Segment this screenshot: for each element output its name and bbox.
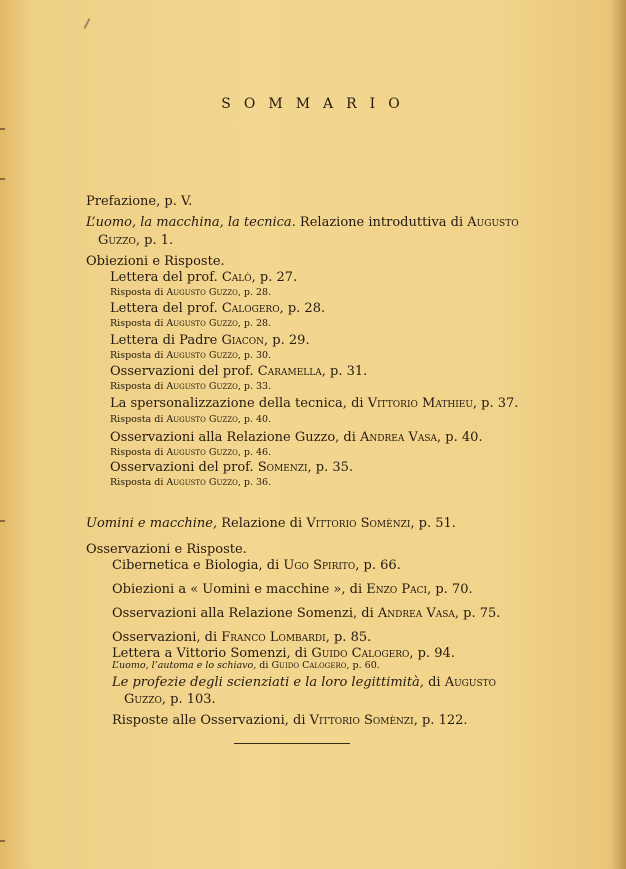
- entry-page: , p. 27.: [251, 270, 298, 285]
- entry-title: Le profezie degli scienziati e la loro legittimità,: [112, 675, 424, 690]
- toc-entry: [110, 460, 353, 475]
- toc-entry-intro-cont: [98, 233, 173, 248]
- toc-entry: [112, 630, 371, 645]
- entry-page: , p. 70.: [427, 582, 473, 597]
- entry-author: Augusto Guzzo: [166, 381, 238, 392]
- entry-page: , p. 66.: [355, 558, 401, 573]
- toc-entry-profezie: [112, 675, 496, 690]
- entry-text: Risposta di: [110, 318, 167, 329]
- binding-mark: [0, 840, 5, 842]
- entry-text: Risposte alle Osservazioni, di: [112, 713, 310, 728]
- entry-page: , p. 51.: [410, 516, 456, 531]
- toc-subentry-risposta: [110, 477, 271, 488]
- entry-text: Risposta di: [110, 350, 167, 361]
- entry-page: , p. 75.: [454, 606, 501, 621]
- toc-entry-risposte-finali: [112, 713, 468, 728]
- toc-entry: [110, 270, 297, 285]
- entry-page: , p. 33.: [237, 381, 272, 392]
- entry-author: Ugo Spirito: [283, 558, 356, 573]
- entry-text: Risposta di: [110, 287, 167, 298]
- entry-text: di: [423, 675, 445, 690]
- entry-text: Risposta di: [110, 447, 167, 458]
- entry-page: , p. 28.: [237, 318, 272, 329]
- entry-author: Andrea Vasa: [360, 430, 438, 445]
- entry-author: Somenzi: [257, 460, 308, 475]
- entry-text: Risposta di: [110, 414, 167, 425]
- entry-page: , p. 46.: [237, 447, 272, 458]
- toc-subentry-risposta: [110, 318, 271, 329]
- entry-page: , p. 29.: [264, 333, 310, 348]
- page-title: SOMMARIO: [221, 96, 413, 112]
- entry-text: Osservazioni del prof.: [110, 460, 258, 475]
- entry-page: , p. 28.: [237, 287, 272, 298]
- entry-page: , p. 1.: [135, 233, 174, 248]
- toc-entry: [112, 558, 401, 573]
- entry-page: , p. 103.: [161, 692, 216, 707]
- entry-text: Osservazioni alla Relazione Somenzi, di: [112, 606, 378, 621]
- entry-text: Lettera a Vittorio Somenzi, di: [112, 646, 312, 661]
- entry-text: , Relazione di: [213, 516, 307, 531]
- section-header-obiezioni: Obiezioni e Risposte.: [86, 254, 225, 269]
- toc-entry: [110, 430, 483, 445]
- entry-text: Obiezioni a « Uomini e macchine », di: [112, 582, 367, 597]
- binding-mark: [0, 178, 5, 180]
- entry-author: Giacon: [221, 333, 265, 348]
- entry-author: Augusto Guzzo: [166, 414, 238, 425]
- entry-page: , p. 94.: [409, 646, 455, 661]
- entry-text: Lettera del prof.: [110, 270, 222, 285]
- toc-entry: [110, 301, 325, 316]
- toc-subentry-risposta: [110, 287, 271, 298]
- entry-page: , p. 40.: [237, 414, 272, 425]
- entry-text: Osservazioni alla Relazione Guzzo, di: [110, 430, 361, 445]
- toc-subentry-risposta: [110, 414, 271, 425]
- toc-entry: [112, 646, 455, 661]
- section-header-osservazioni: Osservazioni e Risposte.: [86, 542, 247, 557]
- toc-entry-uomini: [86, 516, 456, 531]
- entry-author: Vittorio Mathieu: [367, 396, 473, 411]
- entry-page: , p. 37.: [472, 396, 519, 411]
- page-edge-shadow: [612, 0, 626, 869]
- entry-title: Uomini e macchine: [86, 516, 213, 531]
- entry-author: Caramella: [257, 364, 322, 379]
- toc-entry: [112, 606, 500, 621]
- entry-page: , p. 28.: [279, 301, 326, 316]
- entry-text: di: [256, 660, 272, 671]
- entry-text: Cibernetica e Biologia, di: [112, 558, 284, 573]
- toc-entry: [112, 582, 473, 597]
- entry-text: Osservazioni del prof.: [110, 364, 258, 379]
- entry-text: Relazione introduttiva di: [295, 215, 468, 230]
- toc-entry: [110, 396, 518, 411]
- entry-page: , p. 35.: [307, 460, 354, 475]
- entry-page: , p. 40.: [437, 430, 483, 445]
- toc-entry: [110, 364, 367, 379]
- entry-page: , p. 60.: [346, 660, 380, 671]
- entry-text: Osservazioni, di: [112, 630, 222, 645]
- entry-text: Risposta di: [110, 381, 167, 392]
- toc-subentry-risposta: [110, 447, 271, 458]
- toc-entry-profezie-cont: [124, 692, 216, 707]
- entry-author: Guido Calogero: [311, 646, 410, 661]
- entry-text: Risposta di: [110, 477, 167, 488]
- entry-page: , p. 85.: [325, 630, 372, 645]
- entry-title: L’uomo, l’automa e lo schiavo,: [112, 660, 257, 671]
- entry-text: Lettera del prof.: [110, 301, 222, 316]
- toc-subentry-uomo-automa: [112, 660, 380, 671]
- entry-page: , p. 36.: [237, 477, 272, 488]
- entry-author: Augusto Guzzo: [166, 318, 238, 329]
- entry-text: La spersonalizzazione della tecnica, di: [110, 396, 368, 411]
- entry-author: Vittorio Somènzi: [309, 713, 414, 728]
- entry-author: Guido Calogero: [271, 660, 347, 671]
- entry-author: Calogero: [221, 301, 280, 316]
- toc-entry-prefazione: Prefazione, p. V.: [86, 194, 193, 209]
- entry-text: Lettera di Padre: [110, 333, 222, 348]
- entry-author: Enzo Paci: [366, 582, 428, 597]
- entry-author: Franco Lombardi: [221, 630, 326, 645]
- entry-title: L’uomo, la macchina, la tecnica.: [86, 215, 296, 230]
- entry-author: Guzzo: [98, 233, 136, 248]
- entry-author: Augusto Guzzo: [166, 287, 238, 298]
- closing-rule: [234, 743, 350, 744]
- toc-subentry-risposta: [110, 350, 271, 361]
- toc-entry: [110, 333, 310, 348]
- entry-page: , p. 30.: [237, 350, 272, 361]
- entry-author: Augusto Guzzo: [166, 447, 238, 458]
- entry-author: Augusto: [444, 675, 496, 690]
- entry-author: Augusto Guzzo: [166, 477, 238, 488]
- toc-entry-intro: [86, 215, 519, 230]
- binding-mark: [0, 128, 5, 130]
- entry-author: Vittorio Somènzi: [306, 516, 411, 531]
- entry-page: , p. 31.: [321, 364, 368, 379]
- entry-author: Calò: [221, 270, 252, 285]
- entry-author: Augusto: [467, 215, 519, 230]
- binding-mark: [0, 520, 5, 522]
- entry-page: , p. 122.: [413, 713, 468, 728]
- toc-subentry-risposta: [110, 381, 271, 392]
- entry-author: Andrea Vasa: [377, 606, 455, 621]
- entry-author: Augusto Guzzo: [166, 350, 238, 361]
- entry-author: Guzzo: [124, 692, 162, 707]
